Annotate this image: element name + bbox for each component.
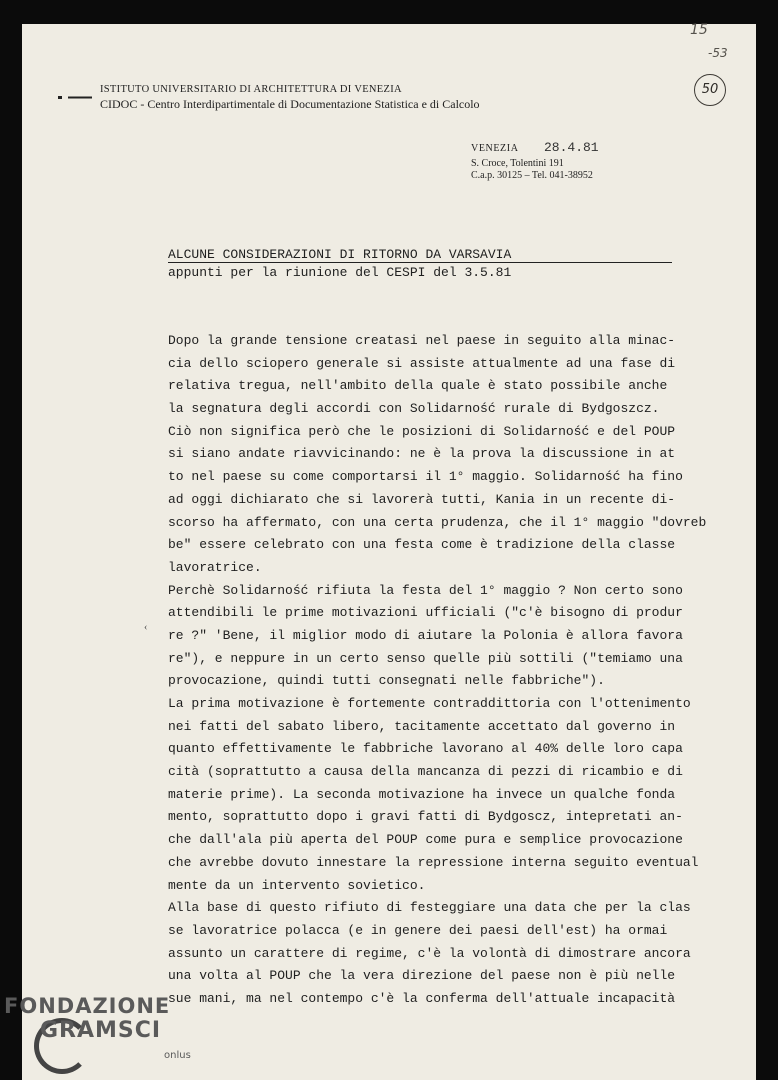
- document-title: ALCUNE CONSIDERAZIONI DI RITORNO DA VARSAVIA: [168, 248, 672, 263]
- body-line: Dopo la grande tensione creatasi nel paese in seguito alla minac-: [168, 333, 676, 348]
- body-line: che avrebbe dovuto innestare la repressione interna seguito eventual: [168, 854, 699, 870]
- body-line: relativa tregua, nell'ambito della quale è stato possibile anche: [168, 378, 668, 394]
- letterhead-mark-icon: [58, 96, 92, 99]
- body-line: attendibili le prime motivazioni ufficiali ("c'è bisogno di produr: [168, 605, 683, 621]
- document-date: 28.4.81: [544, 140, 599, 155]
- body-line: Alla base di questo rifiuto di festeggiare una data che per la clas: [168, 900, 691, 916]
- watermark-line1: FONDAZIONE: [4, 994, 171, 1018]
- body-line: lavoratrice.: [168, 559, 262, 575]
- body-line: La prima motivazione è fortemente contraddittoria con l'ottenimento: [168, 696, 691, 711]
- body-line: to nel paese su come comportarsi il 1° maggio. Solidarność ha fino: [168, 469, 683, 485]
- body-line: materie prime). La seconda motivazione ha invece un qualche fonda: [168, 786, 676, 802]
- letterhead-institute: ISTITUTO UNIVERSITARIO DI ARCHITETTURA DI VENEZIA: [100, 84, 402, 95]
- body-line: mente da un intervento sovietico.: [168, 877, 426, 893]
- address-city: VENEZIA: [471, 143, 519, 154]
- address-street: S. Croce, Tolentini 191: [471, 158, 564, 169]
- address-cap-tel: C.a.p. 30125 – Tel. 041-38952: [471, 170, 593, 181]
- body-line: Perchè Solidarność rifiuta la festa del 1° maggio ? Non certo sono: [168, 582, 683, 598]
- body-line: provocazione, quindi tutti consegnati nelle fabbriche").: [168, 673, 605, 689]
- handwritten-reference: -53: [708, 46, 728, 60]
- body-line: la segnatura degli accordi con Solidarność rurale di Bydgoszcz.: [168, 401, 660, 417]
- circled-page-number: 50: [694, 74, 726, 106]
- body-line: re ?" 'Bene, il miglior modo di aiutare la Polonia è allora favora: [168, 627, 683, 643]
- body-line: mento, soprattutto dopo i gravi fatti di Bydgoscz, intepretati an-: [168, 809, 683, 825]
- body-line: una volta al POUP che la vera direzione del paese non è più nelle: [168, 968, 676, 984]
- watermark-line3: onlus: [164, 1050, 191, 1061]
- body-line: assunto un carattere di regime, c'è la volontà di dimostrare ancora: [168, 945, 691, 961]
- body-line: sue mani, ma nel contempo c'è la conferma dell'attuale incapacità: [168, 990, 676, 1006]
- body-line: be" essere celebrato con una festa come è tradizione della classe: [168, 537, 676, 553]
- body-line: nei fatti del sabato libero, tacitamente accettato dal governo in: [168, 718, 676, 734]
- letterhead-department: CIDOC - Centro Interdipartimentale di Documentazione Statistica e di Calcolo: [100, 97, 480, 111]
- body-line: scorso ha affermato, con una certa prudenza, che il 1° maggio "dovreb: [168, 514, 707, 530]
- body-line: Ciò non significa però che le posizioni di Solidarność e del POUP: [168, 423, 676, 439]
- margin-mark: ‹: [144, 622, 148, 633]
- body-line: si siano andate riavvicinando: ne è la prova la discussione in at: [168, 446, 676, 462]
- body-line: re"), e neppure in un certo senso quelle più sottili ("temiamo una: [168, 650, 683, 666]
- watermark-line2: GRAMSCI: [40, 1018, 162, 1043]
- body-line: ad oggi dichiarato che si lavorerà tutti, Kania in un recente di-: [168, 491, 676, 507]
- body-line: che dall'ala più aperta del POUP come pura e semplice provocazione: [168, 832, 683, 848]
- document-body: [168, 330, 707, 1011]
- handwritten-page-number: 15: [690, 22, 708, 38]
- body-line: quanto effettivamente le fabbriche lavorano al 40% delle loro capa: [168, 741, 683, 757]
- body-line: cia dello sciopero generale si assiste attualmente ad una fase di: [168, 355, 676, 371]
- document-subtitle: appunti per la riunione del CESPI del 3.5.81: [168, 265, 512, 280]
- body-line: cità (soprattutto a causa della mancanza di pezzi di ricambio e di: [168, 764, 683, 780]
- body-line: se lavoratrice polacca (e in genere dei paesi dell'est) ha ormai: [168, 922, 668, 938]
